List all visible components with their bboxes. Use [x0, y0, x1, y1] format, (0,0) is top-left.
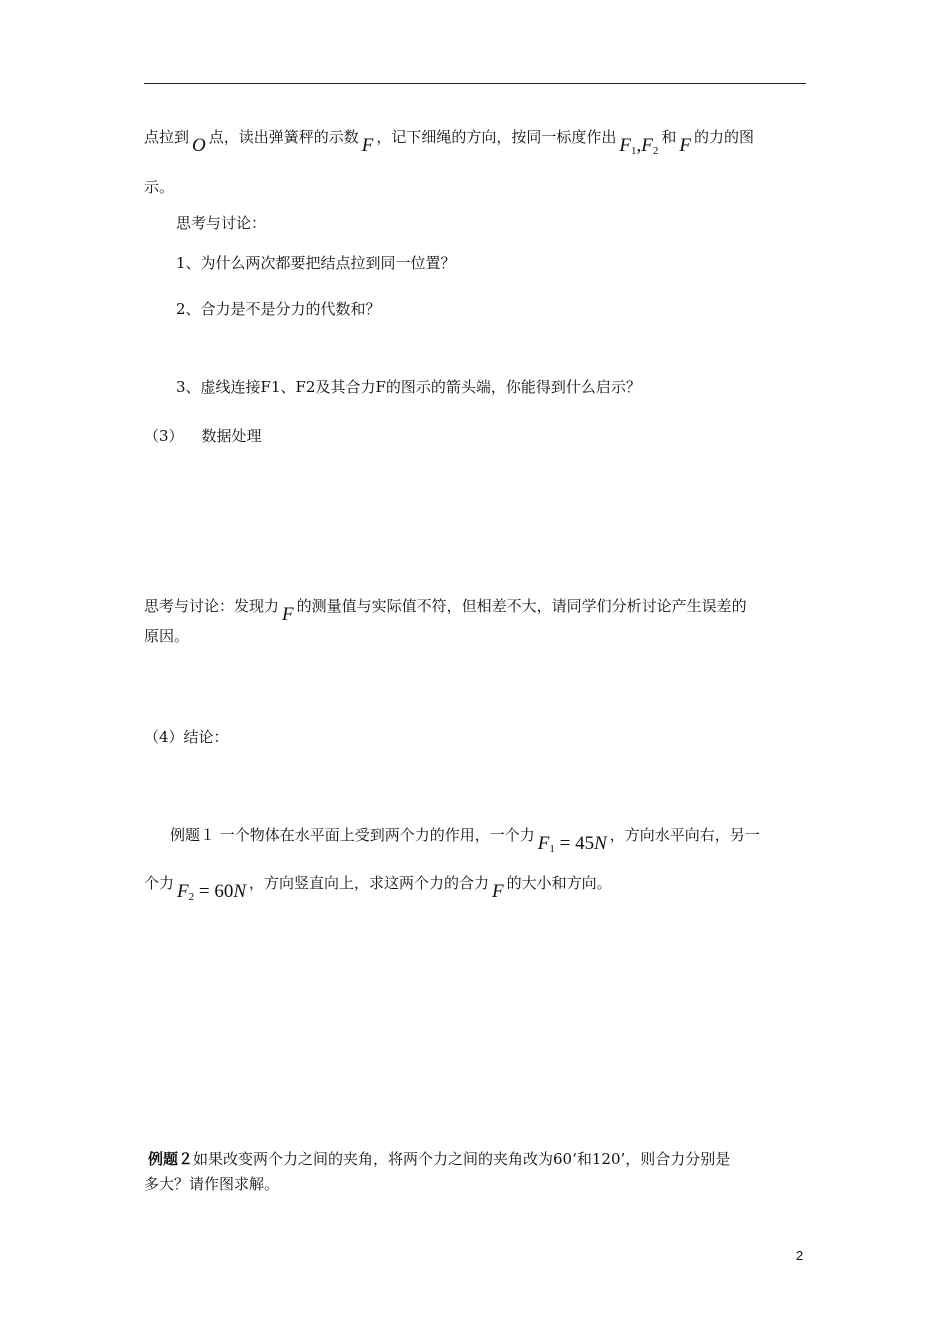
- text: 和: [661, 128, 677, 146]
- math-f1-f2: $F_1,F_2$: [619, 135, 659, 157]
- text: 的力的图: [693, 128, 754, 146]
- text: 思考与讨论：发现力: [144, 597, 280, 615]
- math-f1-equation: $F_1 = 45N$: [537, 833, 607, 855]
- question-2: 2、合力是不是分力的代数和？: [176, 300, 381, 318]
- question-3: 3、虚线连接F1、F2及其合力F的图示的箭头端，你能得到什么启示？: [176, 378, 641, 396]
- text: ，方向水平向右，另一: [609, 826, 760, 844]
- math-symbol-f: F: [492, 881, 504, 902]
- text: ，方向竖直向上，求这两个力的合力: [249, 874, 490, 892]
- text: 点拉到: [144, 128, 190, 146]
- page-number: 2: [796, 1248, 804, 1263]
- question-1: 1、为什么两次都要把结点拉到同一位置？: [176, 254, 456, 272]
- text: 的测量值与实际值不符，但相差不大，请同学们分析讨论产生误差的: [296, 597, 747, 615]
- math-symbol-f: F: [282, 604, 294, 625]
- paragraph-line: [144, 126, 754, 157]
- example-1-line: [144, 872, 612, 903]
- text: 例题１ 一个物体在水平面上受到两个力的作用，一个力: [170, 826, 535, 844]
- math-symbol-f: F: [361, 135, 374, 156]
- text: ，记下细绳的方向，按同一标度作出: [376, 128, 617, 146]
- paragraph-line: 原因。: [144, 627, 190, 645]
- math-f2-equation: $F_2 = 60N$: [177, 881, 247, 903]
- paragraph-line: 示。: [144, 178, 175, 196]
- text: 的大小和方向。: [506, 874, 612, 892]
- example-1-line: [170, 824, 760, 855]
- section-label: （3）: [144, 427, 184, 445]
- header-rule: [144, 83, 806, 84]
- math-symbol-f: F: [679, 135, 691, 156]
- math-symbol-o: O: [192, 135, 206, 156]
- example-2-line: [148, 1148, 730, 1170]
- section-title: 数据处理: [201, 427, 262, 445]
- example-2-line: 多大？请作图求解。: [144, 1175, 280, 1193]
- section-3-heading: [144, 425, 262, 447]
- discussion-heading: 思考与讨论：: [176, 214, 267, 232]
- text: 点，读出弹簧秤的示数: [208, 128, 359, 146]
- paragraph-line: [144, 595, 747, 625]
- text: 如果改变两个力之间的夹角，将两个力之间的夹角改为60‘和120’，则合力分别是: [193, 1150, 731, 1168]
- example-label: 例题２: [148, 1150, 194, 1168]
- text: 个力: [144, 874, 175, 892]
- section-4-heading: （4）结论：: [144, 728, 229, 746]
